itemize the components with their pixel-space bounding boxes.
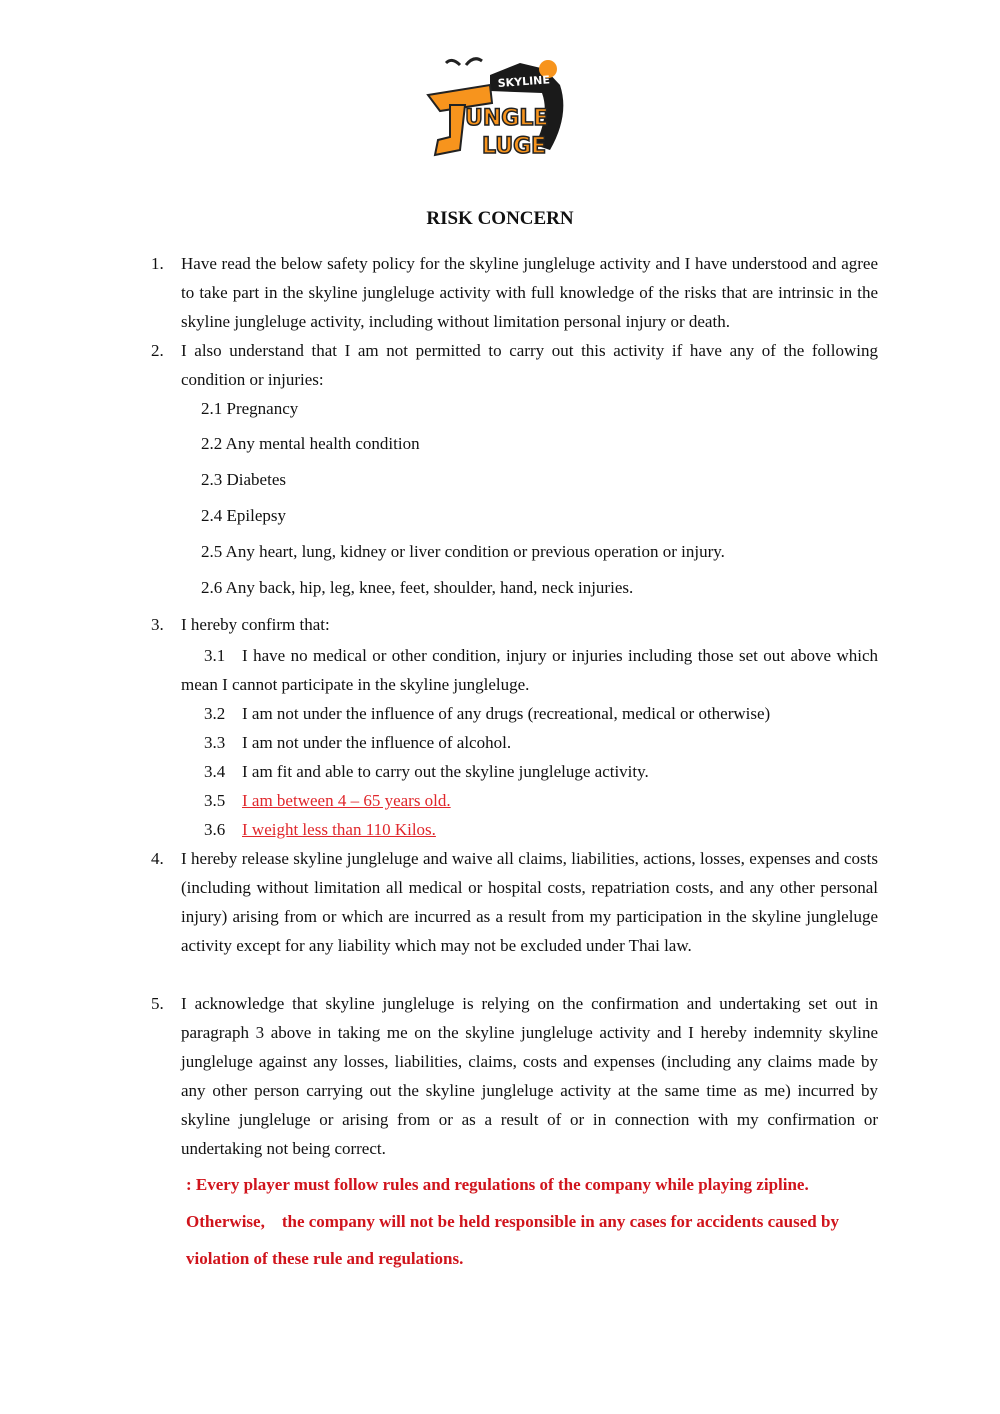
item-text: I hereby release skyline jungleluge and waive all claims, liabilities, actions, losses, expenses and costs (including without limitation all medical or hospital costs, repatriation costs, and any other personal injury) arising from or which are incurred as a result from my participation in the skyline jungleluge activity except for any liability which may not be excluded under Thai law. <box>181 849 878 955</box>
condition-item: 2.4 Epilepsy <box>201 506 286 525</box>
confirmation-number: 3.3 <box>204 733 226 752</box>
warning-line: violation of these rule and regulations. <box>186 1249 464 1268</box>
confirmation-text: I am fit and able to carry out the skyline jungleluge activity. <box>242 762 649 781</box>
item-text: Have read the below safety policy for the skyline jungleluge activity and I have understood and agree to take part in the skyline jungleluge activity with full knowledge of the risks that are intrinsic in the skyline jungleluge activity, including without limitation personal injury or death. <box>181 254 878 331</box>
item-text: I hereby confirm that: <box>181 615 330 634</box>
svg-text:SKYLINE: SKYLINE <box>497 73 551 90</box>
confirmation-text: I am not under the influence of alcohol. <box>242 733 512 752</box>
page-title: RISK CONCERN <box>426 208 574 229</box>
confirmation-number: 3.1 <box>204 646 226 665</box>
svg-text:LUGE: LUGE <box>482 134 547 159</box>
age-requirement-text: I am between 4 – 65 years old. <box>242 791 451 810</box>
condition-item: 2.1 Pregnancy <box>201 399 299 418</box>
confirmation-text: I have no medical or other condition, injury or injuries including those set out above which mean I cannot participate in the skyline jungleluge. <box>181 646 878 694</box>
condition-item: 2.6 Any back, hip, leg, knee, feet, shoulder, hand, neck injuries. <box>201 578 634 597</box>
confirmation-number: 3.2 <box>204 704 226 723</box>
weight-requirement-text: I weight less than 110 Kilos. <box>242 820 436 839</box>
item-number: 3. <box>151 615 164 634</box>
confirmation-text: I am not under the influence of any drugs (recreational, medical or otherwise) <box>242 704 771 723</box>
confirmation-number: 3.4 <box>204 762 226 781</box>
warning-line: Otherwise, the company will not be held responsible in any cases for accidents caused by <box>186 1212 839 1231</box>
condition-item: 2.3 Diabetes <box>201 470 286 489</box>
confirmation-number: 3.5 <box>204 791 226 810</box>
item-number: 5. <box>151 994 164 1013</box>
svg-text:UNGLE: UNGLE <box>465 106 549 131</box>
item-text: I also understand that I am not permitted to carry out this activity if have any of the following condition or injuries: <box>181 341 878 389</box>
warning-line: : Every player must follow rules and regulations of the company while playing zipline. <box>186 1175 809 1194</box>
item-text: I acknowledge that skyline jungleluge is relying on the confirmation and undertaking set out in paragraph 3 above in taking me on the skyline jungleluge activity and I hereby indemnity skyline jungleluge against any losses, liabilities, claims, costs and expenses (including any claims made by any other person carrying out the skyline jungleluge activity at the same time as me) incurred by skyline jungleluge or arising from or as a result of or in connection with my confirmation or undertaking not being correct. <box>181 994 878 1158</box>
item-number: 2. <box>151 341 164 360</box>
item-number: 4. <box>151 849 164 868</box>
condition-item: 2.2 Any mental health condition <box>201 434 420 453</box>
item-number: 1. <box>151 254 164 273</box>
skyline-jungle-luge-logo <box>420 55 580 175</box>
condition-item: 2.5 Any heart, lung, kidney or liver condition or previous operation or injury. <box>201 542 725 561</box>
confirmation-number: 3.6 <box>204 820 226 839</box>
